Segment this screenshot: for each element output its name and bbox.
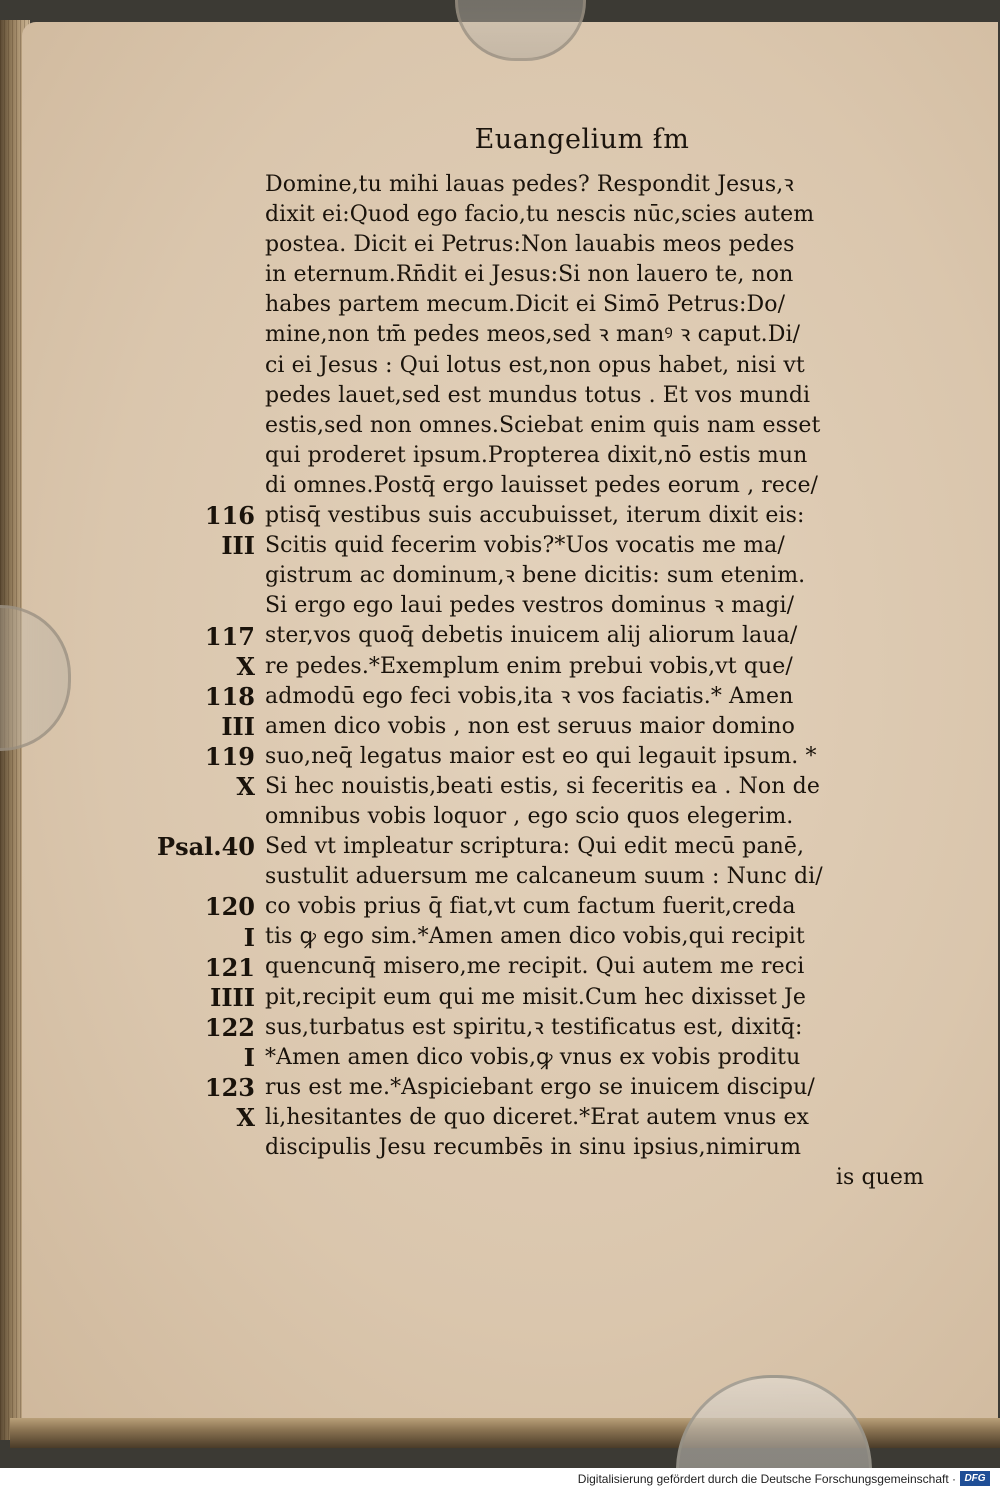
margin-note: I (243, 922, 255, 952)
margin-note: 119 (204, 741, 255, 771)
text-line: qui proderet ipsum.Propterea dixit,nō estis mun (265, 442, 808, 468)
text-line: postea. Dicit ei Petrus:Non lauabis meos pedes (265, 232, 795, 258)
text-line: Si hec nouistis,beati estis, si feceritis ea . Non de (265, 773, 820, 799)
margin-note: 120 (204, 892, 255, 922)
text-line: amen dico vobis , non est seruus maior domino (265, 713, 795, 739)
margin-note: 117 (204, 621, 255, 651)
margin-note: X (236, 1103, 255, 1133)
margin-note: Psal.40 (157, 832, 255, 862)
margin-note: 123 (204, 1073, 255, 1102)
text-line: tis ꝙ ego sim.*Amen amen dico vobis,qui recipit (265, 924, 805, 950)
margin-note: IIII (210, 982, 255, 1012)
text-line: admodū ego feci vobis,ita ꝛ vos faciatis.* Amen (265, 683, 794, 709)
margin-note: 118 (204, 681, 255, 711)
text-line: omnibus vobis loquor , ego scio quos elegerim. (265, 803, 794, 829)
margin-note: 122 (204, 1012, 255, 1042)
text-line: discipulis Jesu recumbēs in sinu ipsius,nimirum (265, 1135, 802, 1160)
text-line: Si ergo ego laui pedes vestros dominus ꝛ magi/ (265, 593, 795, 619)
text-line: rus est me.*Aspiciebant ergo se inuicem discipu/ (265, 1074, 815, 1100)
text-line: *Amen amen dico vobis,ꝙ vnus ex vobis proditu (265, 1044, 801, 1070)
main-text-block (265, 170, 930, 1193)
text-line: ptisq̄ vestibus suis accubuisset, iterum dixit eis: (265, 503, 805, 529)
text-line: ster,vos quoq̄ debetis inuicem alij aliorum laua/ (265, 623, 798, 649)
footer-bar (0, 1468, 1000, 1490)
running-head: Euangelium ẜm (474, 124, 690, 155)
text-line: di omnes.Postq̄ ergo lauisset pedes eorum , rece/ (265, 472, 819, 498)
text-line: sus,turbatus est spiritu,ꝛ testificatus est, dixitq̄: (265, 1014, 803, 1040)
text-line: Domine,tu mihi lauas pedes? Respondit Jesus,ꝛ (265, 172, 794, 197)
book-page (22, 22, 998, 1442)
text-line: co vobis prius q̄ fiat,vt cum factum fuerit,creda (265, 894, 796, 920)
margin-note: III (221, 711, 255, 741)
text-line: Scitis quid fecerim vobis?*Uos vocatis me ma/ (265, 533, 785, 559)
text-line: in eternum.Rn̄dit ei Jesus:Si non lauero te, non (265, 262, 794, 288)
catchword: is quem (835, 1165, 924, 1191)
text-line: estis,sed non omnes.Sciebat enim quis nam esset (265, 412, 821, 438)
text-line: mine,non tm̄ pedes meos,sed ꝛ manꝰ ꝛ caput.Di/ (265, 322, 801, 348)
text-line: suo,neq̄ legatus maior est eo qui legauit ipsum. * (265, 743, 817, 769)
text-line: habes partem mecum.Dicit ei Simō Petrus:Do/ (265, 292, 786, 318)
funding-credit: Digitalisierung gefördert durch die Deutsche Forschungsgemeinschaft · (577, 1472, 956, 1486)
text-line: quencunq̄ misero,me recipit. Qui autem me reci (265, 954, 805, 980)
margin-note: X (236, 772, 255, 801)
text-line: pedes lauet,sed est mundus totus . Et vos mundi (265, 382, 811, 408)
text-line: Sed vt impleatur scriptura: Qui edit mecū panē, (265, 834, 805, 860)
text-line: pit,recipit eum qui me misit.Cum hec dixisset Je (265, 984, 807, 1010)
margin-note: 121 (204, 952, 255, 982)
text-line: li,hesitantes de quo diceret.*Erat autem vnus ex (265, 1104, 810, 1130)
text-line: dixit ei:Quod ego facio,tu nescis nūc,scies autem (265, 202, 815, 228)
text-line: gistrum ac dominum,ꝛ bene dicitis: sum etenim. (265, 563, 806, 589)
dfg-logo: DFG (960, 1471, 990, 1486)
margin-note: I (243, 1042, 255, 1072)
text-line: sustulit aduersum me calcaneum suum : Nunc di/ (265, 864, 823, 890)
margin-note: X (236, 651, 255, 681)
margin-note: III (221, 531, 255, 561)
text-line: re pedes.*Exemplum enim prebui vobis,vt que/ (265, 653, 793, 679)
margin-note: 116 (204, 501, 255, 531)
text-line: ci ei Jesus : Qui lotus est,non opus habet, nisi vt (265, 352, 805, 378)
